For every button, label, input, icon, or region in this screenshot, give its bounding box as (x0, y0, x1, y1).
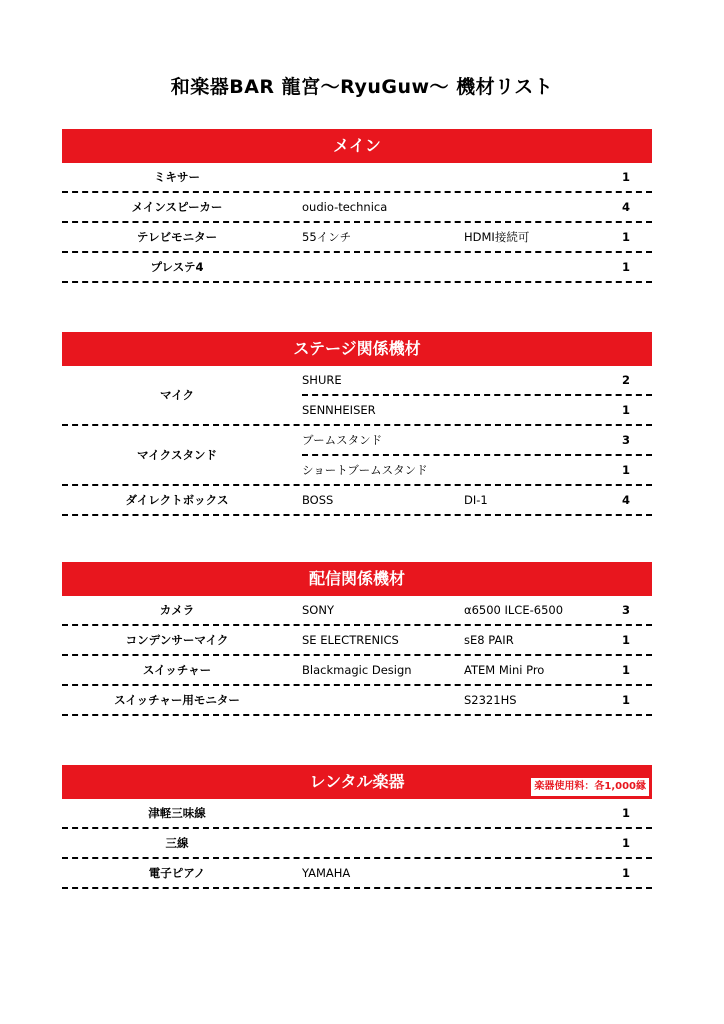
item-model: S2321HS (464, 693, 517, 707)
item-model (464, 193, 614, 221)
table-row (62, 193, 652, 223)
item-name: プレステ4 (150, 260, 204, 274)
item-brand: SHURE (302, 373, 342, 387)
table-row (302, 456, 652, 484)
section-heading: メイン (333, 136, 381, 155)
item-brand: ブームスタンド (302, 433, 383, 447)
item-name: 電子ピアノ (148, 866, 206, 880)
item-name: スイッチャー (142, 663, 212, 677)
rental-fee-note: 楽器使用料：各1,000縁 (531, 778, 649, 796)
table-row (62, 829, 652, 859)
table-row (62, 799, 652, 829)
table-row (302, 426, 652, 456)
item-model: HDMI接続可 (464, 230, 530, 244)
section-header (62, 562, 652, 596)
item-qty: 1 (621, 463, 630, 477)
item-qty: 1 (621, 403, 630, 417)
item-name: メインスピーカー (131, 200, 223, 214)
item-model (464, 163, 614, 191)
item-brand (302, 163, 462, 191)
item-qty: 4 (621, 200, 630, 214)
item-qty: 1 (621, 836, 630, 850)
item-brand (302, 799, 462, 827)
item-qty: 3 (621, 603, 630, 617)
table-row (62, 656, 652, 686)
item-brand (302, 253, 462, 281)
item-brand: SENNHEISER (302, 403, 376, 417)
item-qty: 3 (621, 433, 630, 447)
item-brand: Blackmagic Design (302, 663, 412, 677)
table-row (62, 686, 652, 716)
table-row (62, 253, 652, 283)
item-name: カメラ (159, 603, 195, 617)
item-model: ATEM Mini Pro (464, 663, 545, 677)
item-brand: BOSS (302, 493, 334, 507)
item-qty: 4 (621, 493, 630, 507)
table-row (62, 626, 652, 656)
section-streaming (62, 562, 652, 716)
table-row (62, 223, 652, 253)
item-model: DI-1 (464, 493, 488, 507)
item-qty: 1 (621, 633, 630, 647)
item-name: 津軽三味線 (148, 806, 206, 820)
page-title: 和楽器BAR 龍宮〜RyuGuw〜 機材リスト (170, 76, 554, 98)
section-header (62, 129, 652, 163)
item-model: α6500 ILCE-6500 (464, 603, 564, 617)
item-brand: SONY (302, 603, 334, 617)
item-model (464, 366, 614, 394)
item-brand: oudio-technica (302, 200, 388, 214)
item-name: マイクスタンド (137, 448, 217, 462)
item-qty: 1 (621, 806, 630, 820)
section-rental (62, 765, 652, 889)
item-qty: 1 (621, 693, 630, 707)
item-group (62, 426, 652, 486)
section-header (62, 332, 652, 366)
item-qty: 1 (621, 260, 630, 274)
table-row (62, 859, 652, 889)
item-name: マイク (159, 388, 195, 402)
section-heading: レンタル楽器 (309, 772, 405, 791)
item-name: 三線 (165, 836, 189, 850)
item-model: sE8 PAIR (464, 633, 514, 647)
section-main (62, 129, 652, 283)
section-heading: 配信関係機材 (308, 569, 405, 588)
section-stage (62, 332, 652, 516)
item-name: コンデンサーマイク (125, 633, 229, 647)
item-model (464, 799, 614, 827)
item-group (62, 366, 652, 426)
item-name: ミキサー (154, 170, 200, 184)
section-heading: ステージ関係機材 (293, 339, 421, 358)
item-model (464, 829, 614, 857)
item-brand (302, 686, 462, 714)
item-model (464, 396, 614, 424)
item-model (464, 859, 614, 887)
item-brand: ショートブームスタンド (302, 463, 428, 477)
item-model (464, 426, 614, 454)
section-header (62, 765, 652, 799)
item-name: ダイレクトボックス (125, 493, 229, 507)
item-brand (302, 829, 462, 857)
table-row (62, 596, 652, 626)
item-name: テレビモニター (136, 230, 218, 244)
item-brand: 55インチ (302, 230, 352, 244)
item-qty: 1 (621, 866, 630, 880)
item-brand: YAMAHA (302, 866, 351, 880)
item-qty: 1 (621, 663, 630, 677)
table-row (62, 486, 652, 516)
item-model (464, 456, 614, 484)
table-row (62, 163, 652, 193)
item-qty: 2 (621, 373, 630, 387)
item-qty: 1 (621, 230, 630, 244)
item-name: スイッチャー用モニター (114, 693, 240, 707)
table-row (302, 396, 652, 424)
item-model (464, 253, 614, 281)
table-row (302, 366, 652, 396)
item-qty: 1 (621, 170, 630, 184)
item-brand: SE ELECTRENICS (302, 633, 399, 647)
